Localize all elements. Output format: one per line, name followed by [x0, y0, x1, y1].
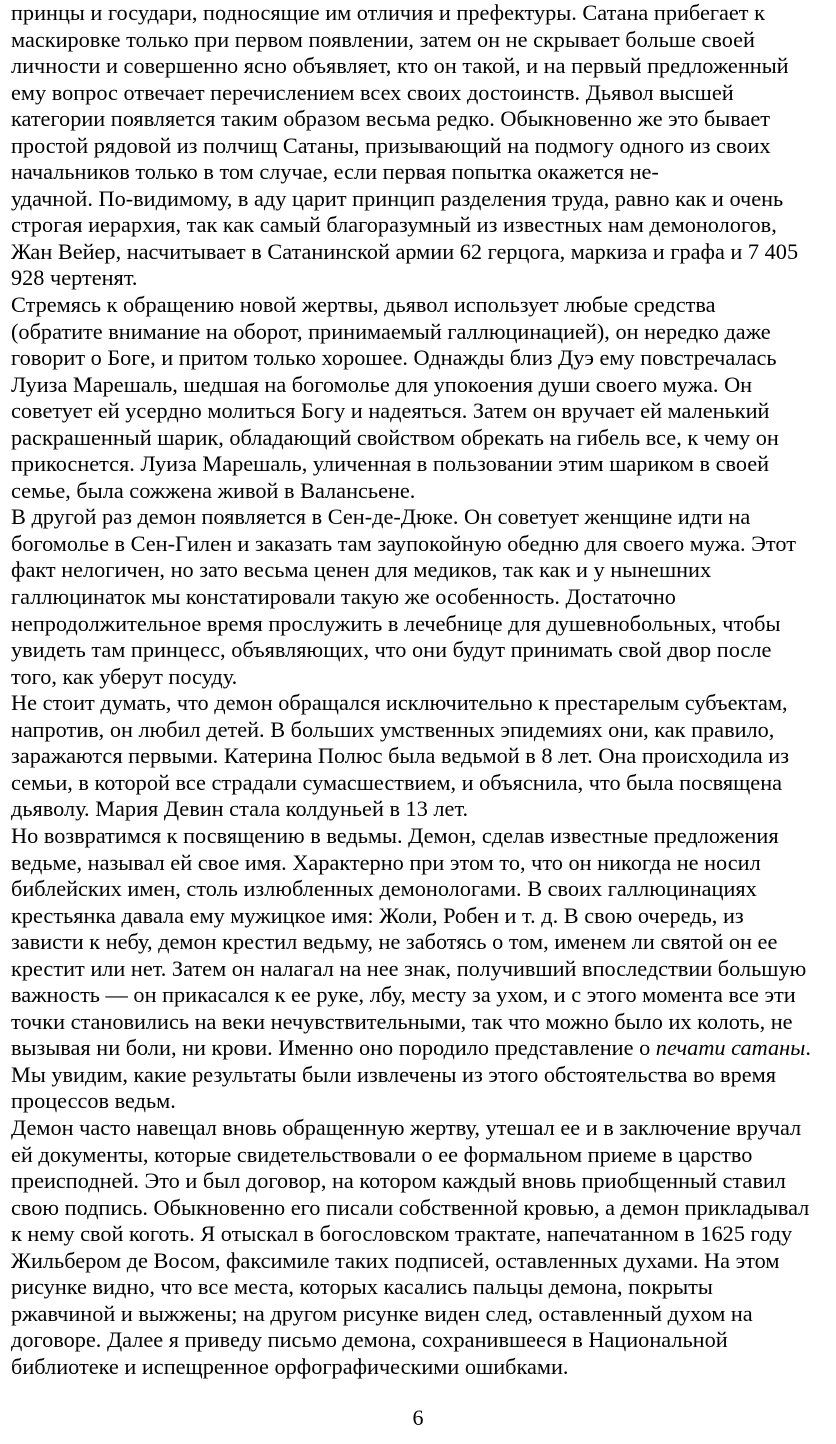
text-line: свою подпись. Обыкновенно его писали собственной кровью, а демон прикладывал [11, 1194, 810, 1220]
text-line: договоре. Далее я приведу письмо демона, сохранившееся в Национальной [11, 1327, 728, 1353]
text-line: семье, была сожжена живой в Валансьене. [11, 477, 416, 503]
text-line: советует ей усердно молиться Богу и надеяться. Затем он вручает ей маленький [11, 398, 770, 424]
text-line: Не стоит думать, что демон обращался исключительно к престарелым субъектам, [11, 690, 788, 716]
text-line: ей документы, которые свидетельствовали о ее формальном приеме в царство [11, 1141, 753, 1167]
text-line: ведьме, называл ей свое имя. Характерно при этом то, что он никогда не носил [11, 849, 761, 875]
text-line: начальников только в том случае, если первая попытка окажется не- [11, 159, 659, 185]
body-text [11, 0, 831, 1380]
text-line: Стремясь к обращению новой жертвы, дьявол использует любые средства [11, 292, 716, 318]
text-line: рисунке видно, что все места, которых касались пальцы демона, покрыты [11, 1274, 713, 1300]
text-line: того, как уберут посуду. [11, 663, 238, 689]
text-line: удачной. По-видимому, в аду царит принцип разделения труда, равно как и очень [11, 185, 784, 211]
text-line: ему вопрос отвечает перечислением всех своих достоинств. Дьявол высшей [11, 79, 734, 105]
text-segment: . [805, 1035, 811, 1061]
text-line: простой рядовой из полчищ Сатаны, призывающий на подмогу одного из своих [11, 132, 771, 158]
text-line: крестит или нет. Затем он налагал на нее знак, получивший впоследствии большую [11, 955, 807, 981]
text-line: дьяволу. Мария Девин стала колдуньей в 13 лет. [11, 796, 469, 822]
text-line: процессов ведьм. [11, 1088, 176, 1114]
text-line: (обратите внимание на оборот, принимаемый галлюцинацией), он нередко даже [11, 318, 771, 344]
text-line: говорит о Боге, и притом только хорошее. Однажды близ Дуэ ему повстречалась [11, 345, 777, 371]
text-line: Жильбером де Восом, факсимиле таких подписей, оставленных духами. На этом [11, 1247, 780, 1273]
text-line: точки становились на веки нечувствительными, так что можно было их колоть, не [11, 1008, 793, 1034]
page-number: 6 [412, 1405, 424, 1430]
text-line: галлюцинаток мы констатировали такую же особенность. Достаточно [11, 584, 676, 610]
text-line: зависти к небу, демон крестил ведьму, не заботясь о том, именем ли святой он ее [11, 929, 778, 955]
text-line: заражаются первыми. Катерина Полюс была ведьмой в 8 лет. Она происходила из [11, 743, 790, 769]
text-line: ржавчиной и выжжены; на другом рисунке виден след, оставленный духом на [11, 1300, 753, 1326]
text-line: Демон часто навещал вновь обращенную жертву, утешал ее и в заключение вручал [11, 1114, 802, 1140]
text-line: маскировке только при первом появлении, затем он не скрывает больше своей [11, 26, 755, 52]
text-line: 928 чертенят. [11, 265, 138, 291]
text-line: принцы и государи, подносящие им отличия и префектуры. Сатана прибегает к [11, 0, 765, 25]
text-line: личности и совершенно ясно объявляет, кто он такой, и на первый предложенный [11, 53, 789, 79]
text-line: напротив, он любил детей. В больших умственных эпидемиях они, как правило, [11, 716, 775, 742]
text-line: Мы увидим, какие результаты были извлечены из этого обстоятельства во время [11, 1061, 776, 1087]
text-line: непродолжительное время прослужить в лечебнице для душевнобольных, чтобы [11, 610, 781, 636]
text-line: библейских имен, столь излюбленных демонологами. В своих галлюцинациях [11, 876, 757, 902]
italic-term: печати сатаны [655, 1035, 806, 1061]
text-line-with-italic [11, 1035, 831, 1062]
text-line: богомолье в Сен-Гилен и заказать там заупокойную обедню для своего мужа. Этот [11, 530, 796, 556]
text-segment: вызывая ни боли, ни крови. Именно оно породило представление о [11, 1035, 656, 1061]
text-line: прикоснется. Луиза Марешаль, уличенная в пользовании этим шариком в своей [11, 451, 770, 477]
text-line: В другой раз демон появляется в Сен-де-Дюке. Он советует женщине идти на [11, 504, 751, 530]
text-line: Жан Вейер, насчитывает в Сатанинской армии 62 герцога, маркиза и графа и 7 405 [11, 238, 799, 264]
text-line: крестьянка давала ему мужицкое имя: Жоли, Робен и т. д. В свою очередь, из [11, 902, 744, 928]
text-line: строгая иерархия, так как самый благоразумный из известных нам демонологов, [11, 212, 777, 238]
text-line: Луиза Марешаль, шедшая на богомолье для упокоения души своего мужа. Он [11, 371, 753, 397]
text-line: факт нелогичен, но зато весьма ценен для медиков, так как и у нынешних [11, 557, 712, 583]
text-line: увидеть там принцесс, объявляющих, что они будут принимать свой двор после [11, 637, 772, 663]
text-line: библиотеке и испещренное орфографическими ошибками. [11, 1353, 569, 1379]
text-line: к нему свой коготь. Я отыскал в богословском трактате, напечатанном в 1625 году [11, 1221, 793, 1247]
text-line: категории появляется таким образом весьма редко. Обыкновенно же это бывает [11, 106, 771, 132]
text-line: семьи, в которой все страдали сумасшествием, и объяснила, что была посвящена [11, 769, 783, 795]
text-line: Но возвратимся к посвящению в ведьмы. Демон, сделав известные предложения [11, 822, 779, 848]
text-line: важность — он прикасался к ее руке, лбу, месту за ухом, и с этого момента все эти [11, 982, 796, 1008]
text-line: преисподней. Это и был договор, на котором каждый вновь приобщенный ставил [11, 1168, 786, 1194]
text-line: раскрашенный шарик, обладающий свойством обрекать на гибель все, к чему он [11, 424, 779, 450]
